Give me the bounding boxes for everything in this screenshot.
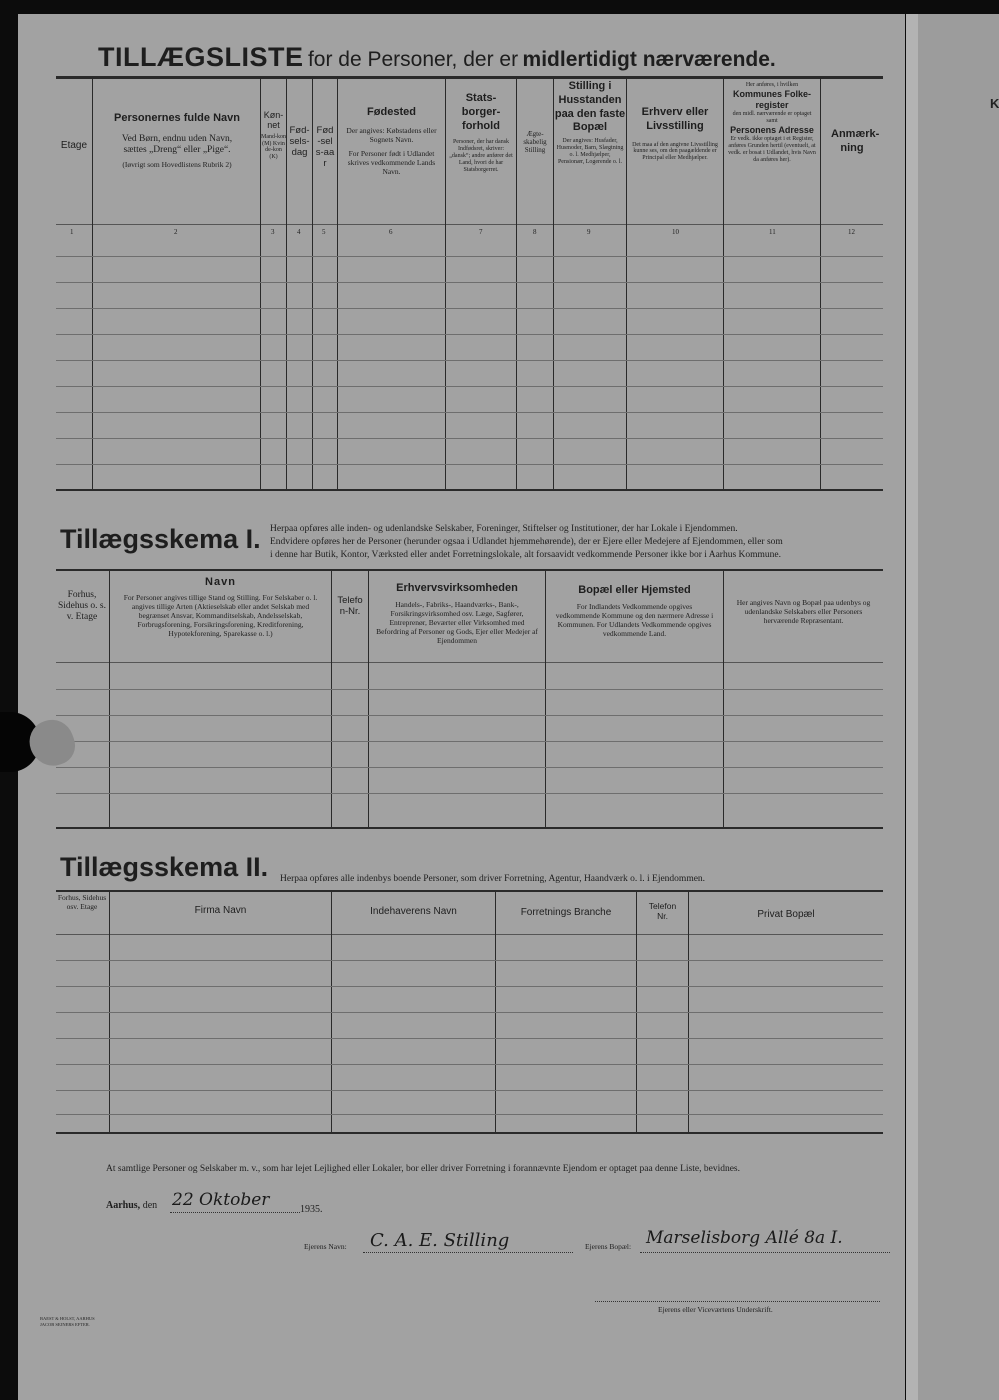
s1-col-business-title: Erhvervsvirksomheden	[396, 582, 518, 594]
col-household-title: Stilling i Husstanden paa den faste Bopæl	[554, 80, 626, 134]
col-register-sub: Er vedk. ikke optaget i et Register, anføres Grunden hertil (eventuelt, at vedk. er bosat i Udlandet, hvis Navn da anføres her).	[728, 136, 816, 164]
col-name-title: Personernes fulde Navn	[114, 112, 240, 124]
col-num-7: 7	[479, 228, 483, 236]
col-citizenship-sub: Personer, der har dansk Indfødsret, skriver: „dansk“; andre anfører det Land, hvori de har Statsborgerret.	[449, 139, 513, 173]
s1-col-residence	[546, 584, 723, 638]
col-num-12: 12	[848, 228, 855, 236]
col-birthplace	[338, 106, 445, 176]
s2-col-phone: Telefon Nr.	[648, 901, 677, 921]
col-num-10: 10	[672, 228, 679, 236]
col-sex	[261, 110, 286, 161]
col-birthday: Fød-sels-dag	[289, 125, 310, 158]
col-citizenship-title: Stats-borger-forhold	[461, 92, 501, 132]
col-num-5: 5	[322, 228, 326, 236]
col-birthplace-sub: Der angives: Købstadens eller Sognets Navn.	[346, 125, 437, 144]
s2-col-owner: Indehaverens Navn	[370, 906, 457, 917]
year-label: 1935.	[300, 1204, 323, 1215]
col-sex-title: Køn-net	[263, 110, 284, 131]
col-num-9: 9	[587, 228, 591, 236]
main-title	[98, 42, 776, 73]
col-num-3: 3	[271, 228, 275, 236]
owner-address-label: Ejerens Bopæl:	[585, 1242, 632, 1251]
col-birthplace-title: Fødested	[367, 106, 416, 118]
col-num-1: 1	[70, 228, 74, 236]
s1-col-business	[369, 582, 545, 645]
col-name-sub2: (Iøvrigt som Hovedlistens Rubrik 2)	[122, 159, 232, 169]
s1-col-name	[110, 576, 331, 638]
col-num-6: 6	[389, 228, 393, 236]
col-birthyear: Fød-sels-aar	[315, 125, 335, 169]
schema1-intro	[270, 523, 890, 561]
city-label: Aarhus,	[106, 1200, 141, 1211]
col-register-title: Kommunes Folke-register	[732, 88, 811, 111]
col-sex-sub: Mand-kon (M) Kvinde-kon (K)	[261, 133, 286, 161]
handwritten-owner-address: Marselisborg Allé 8a I.	[646, 1228, 843, 1248]
schema1-intro-line1: Herpaa opføres alle inden- og udenlandske Selskaber, Foreninger, Stiftelser og Institutioner, der har Lokale i Ejendommen.	[270, 524, 738, 534]
col-name	[94, 112, 260, 169]
s1-col-name-title: Navn	[205, 576, 236, 588]
col-num-2: 2	[174, 228, 178, 236]
col-name-sub: Ved Børn, endnu uden Navn, sættes „Dreng“ eller „Pige“.	[121, 133, 233, 155]
col-household	[554, 80, 626, 166]
printer-imprint: BAEST & HOLST, AARHUS JACOB SEJNERS EFTER.	[40, 1316, 95, 1327]
s1-col-residence-title: Bopæl eller Hjemsted	[578, 584, 691, 596]
schema1-intro-line2: Endvidere opføres her de Personer (herunder ogsaa i Udlandet hjemmehørende), der er Ejere eller Medejere af Ejendommen, eller som	[270, 536, 783, 547]
handwritten-date: 22 Oktober	[172, 1190, 270, 1210]
s1-col-representative	[724, 598, 883, 625]
col-register-title2: Personens Adresse	[730, 125, 814, 136]
col-marital: Ægte-skabelig Stilling	[523, 130, 547, 155]
title-bold: TILLÆGSLISTE	[98, 42, 304, 72]
col-etage-title: Etage	[60, 140, 88, 151]
date-line	[106, 1200, 157, 1211]
s1-col-name-sub: For Personer angives tillige Stand og Stilling. For Selskaber o. l. angives tillige Arten (Aktieselskab eller andet Selskab med begrænset Ansvar, Kommanditselskab, Andelsselskab, Forbrugsforening, Forsikringsforening, Kreditforening, Hypotekforening, Sparekasse o. l.)	[123, 592, 318, 638]
s2-col-floor: Forhus, Sidehus osv. Etage	[57, 893, 107, 911]
col-occupation-sub: Det maa af den angivne Livsstilling kunne ses, om den paagældende er Principal eller Medhjælper.	[632, 141, 718, 162]
col-num-4: 4	[297, 228, 301, 236]
col-citizenship	[446, 92, 516, 174]
s2-col-branch: Forretnings Branche	[520, 907, 612, 918]
col-remark-title: Anmærk-ning	[831, 128, 880, 154]
s2-col-address: Privat Bopæl	[757, 909, 815, 920]
s2-col-firm: Firma Navn	[194, 905, 247, 916]
schema2-intro: Herpaa opføres alle indenbys boende Personer, som driver Forretning, Agentur, Haandværk o. l. i Ejendommen.	[280, 874, 706, 884]
col-occupation	[627, 106, 723, 162]
s1-col-residence-sub: For Indlandets Vedkommende opgives vedkommende Kommune og den nærmere Adresse i Kommunen. For Udlandets Vedkommende opgives vedkommende Land.	[555, 601, 714, 638]
schema1-intro-line3: i denne har Butik, Kontor, Værksted eller andet Forretningslokale, alt forsaavidt vedkommende Personer ikke bor i Aarhus Kommune.	[270, 549, 782, 560]
title-end: midlertidigt nærværende.	[522, 48, 776, 71]
col-occupation-title: Erhverv eller Livsstilling	[641, 106, 709, 132]
schema1-title: Tillægsskema I.	[60, 524, 261, 554]
owner-name-label: Ejerens Navn:	[304, 1242, 347, 1251]
form-sheet	[18, 14, 905, 1400]
col-register	[724, 82, 820, 164]
adjacent-letter: K	[990, 96, 999, 111]
col-birthplace-sub2: For Personer født i Udlandet skrives vedkommende Lands Navn.	[347, 148, 436, 176]
s1-col-representative-sub: Her angives Navn og Bopæl paa udenbys og udenlandske Selskabers eller Personers herværende Repræsentant.	[736, 598, 871, 625]
col-register-mid: den midl. nærværende er optaget samt	[732, 111, 812, 125]
col-household-sub: Der angives: Husfader, Husmoder, Barn, Slægtning o. l. Medhjælper, Pensionær, Logerende o. l.	[556, 138, 624, 165]
attestation-text: At samtlige Personer og Selskaber m. v., som har lejet Lejlighed eller Lokaler, bor eller driver Forretning i forannævnte Ejendom er optaget paa denne Liste, bevidnes.	[106, 1164, 740, 1174]
signature-label: Ejerens eller Viceværtens Underskrift.	[658, 1305, 773, 1314]
s1-col-floor: Forhus, Sidehus o. s. v. Etage	[57, 590, 107, 622]
col-register-top: Her anføres, i hvilken	[745, 82, 799, 88]
col-num-11: 11	[769, 228, 776, 236]
s1-col-business-sub: Handels-, Fabriks-, Haandværks-, Bank-, Forsikringsvirksomhed osv. Læge, Sagfører, Entreprenør, Beværter eller Virksomhed med Befordring af Personer og Gods, Ejer eller Medejer af Ejendommen	[376, 599, 538, 645]
col-num-8: 8	[533, 228, 537, 236]
schema2-title: Tillægsskema II.	[60, 852, 269, 882]
col-remark	[821, 128, 883, 156]
title-mid: for de Personer, der er	[307, 48, 519, 71]
adjacent-sheet	[906, 14, 999, 1400]
handwritten-owner-name: C. A. E. Stilling	[370, 1230, 510, 1251]
s1-col-phone: Telefon-Nr.	[337, 595, 363, 617]
col-etage	[56, 140, 92, 152]
den-label: den	[142, 1200, 158, 1211]
